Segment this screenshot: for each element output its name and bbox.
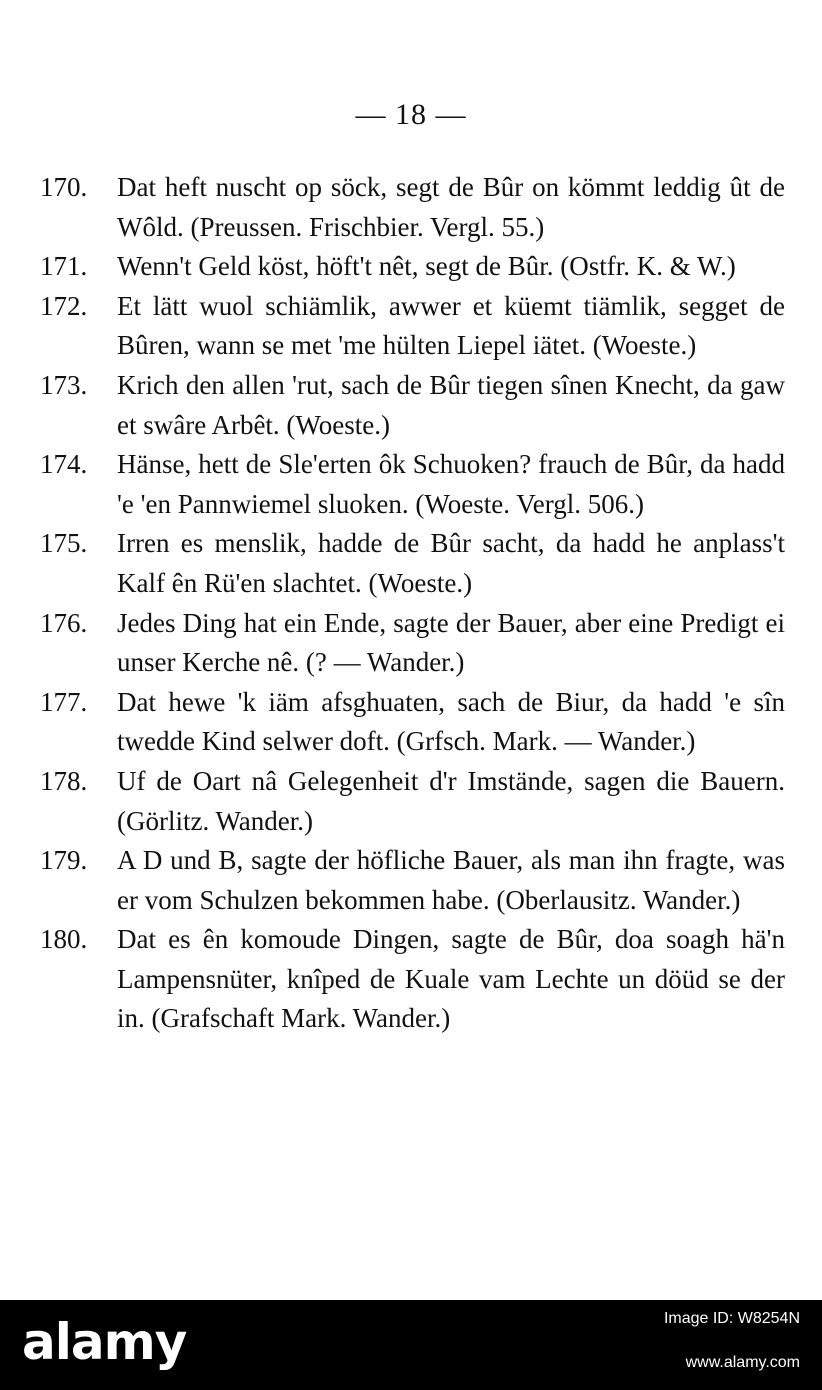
entry-number: 174. — [40, 449, 88, 480]
list-item — [40, 168, 785, 247]
brand-logo: alamy — [22, 1313, 187, 1371]
page-number: — 18 — — [355, 98, 467, 131]
entry-text: Jedes Ding hat ein Ende, sagte der Bauer, aber eine Predigt ei unser Kerche nê. (? — Wander.) — [117, 607, 785, 678]
entry-text: Krich den allen 'rut, sach de Bûr tiegen sînen Knecht, da gaw et swâre Arbêt. (Woeste.) — [117, 369, 785, 440]
list-item — [40, 445, 785, 524]
entry-number: 175. — [40, 528, 88, 559]
list-item — [40, 366, 785, 445]
entry-number: 170. — [40, 172, 88, 202]
list-item — [40, 841, 785, 920]
entry-number: 171. — [40, 251, 88, 282]
entry-number: 180. — [40, 924, 88, 955]
list-item — [40, 762, 785, 841]
entry-text: Uf de Oart nâ Gelegenheit d'r Imstände, sagen die Bauern. (Görlitz. Wander.) — [117, 765, 785, 836]
list-item — [40, 604, 785, 683]
entry-number: 172. — [40, 290, 88, 321]
entry-text: Dat heft nuscht op söck, segt de Bûr on kömmt leddig ût de Wôld. (Preussen. Frischbier. Vergl. 55.) — [117, 172, 785, 242]
entry-text: A D und B, sagte der höfliche Bauer, als man ihn fragte, was er vom Schulzen bekommen habe. (Oberlausitz. Wander.) — [117, 845, 785, 915]
list-item — [40, 683, 785, 762]
image-id-label: Image ID: W8254N — [663, 1310, 800, 1327]
entry-text: Hänse, hett de Sle'erten ôk Schuoken? frauch de Bûr, da hadd 'e 'en Pannwiemel sluoken. (Woeste. Vergl. 506.) — [117, 449, 785, 519]
entry-text: Wenn't Geld köst, höft't nêt, segt de Bûr. (Ostfr. K. & W.) — [117, 251, 736, 282]
entry-number: 176. — [40, 607, 88, 638]
list-item — [40, 247, 785, 287]
watermark-footer — [0, 1300, 822, 1390]
entry-number: 178. — [40, 765, 88, 796]
entry-number: 177. — [40, 686, 88, 717]
entry-text: Dat hewe 'k iäm afsghuaten, sach de Biur, da hadd 'e sîn twedde Kind selwer doft. (Grfsch. Mark. — Wander.) — [117, 686, 785, 757]
entry-number: 173. — [40, 369, 88, 400]
site-url: www.alamy.com — [685, 1354, 800, 1371]
proverb-list — [40, 168, 785, 1039]
entry-text: Irren es menslik, hadde de Bûr sacht, da hadd he anplass't Kalf ên Rü'en slachtet. (Woeste.) — [117, 528, 785, 598]
entry-number: 179. — [40, 845, 88, 876]
entry-text: Et lätt wuol schiämlik, awwer et küemt tiämlik, segget de Bûren, wann se met 'me hülten Liepel iätet. (Woeste.) — [117, 290, 785, 361]
list-item — [40, 920, 785, 1039]
list-item — [40, 524, 785, 603]
list-item — [40, 287, 785, 366]
entry-text: Dat es ên komoude Dingen, sagte de Bûr, doa soagh hä'n Lampensnüter, knîped de Kuale vam Lechte un döüd se der in. (Grafschaft Mark. Wander.) — [117, 924, 785, 1034]
